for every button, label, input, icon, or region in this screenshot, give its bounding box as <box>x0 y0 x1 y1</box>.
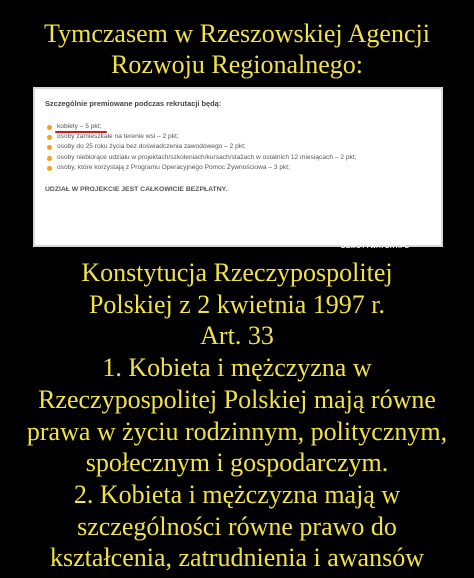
caption-line: 2. Kobieta i mężczyzna mają w <box>73 479 401 509</box>
top-title <box>0 18 474 80</box>
list-item <box>45 122 433 132</box>
caption-line: 1. Kobieta i mężczyzna w <box>102 353 372 383</box>
list-item <box>45 163 433 173</box>
list-item-text: kobiety – 5 pkt; <box>57 123 102 130</box>
screenshot-document <box>45 95 433 193</box>
caption <box>0 257 474 574</box>
caption-line: Polskiej z 2 kwietnia 1997 r. <box>88 289 386 319</box>
screenshot-heading: Szczególnie premiowane podczas rekrutacji będą: <box>45 99 222 108</box>
caption-line: Art. 33 <box>200 321 274 351</box>
list-item-text: osoby zamieszkałe na terenie wsi – 2 pkt; <box>57 133 179 141</box>
bullet-icon <box>47 135 52 140</box>
list-item <box>45 142 433 152</box>
embedded-screenshot <box>33 87 443 247</box>
caption-line: szczególności równe prawo do <box>77 511 397 541</box>
caption-line: kształcenia, zatrudnienia i awansów <box>50 543 424 573</box>
bullet-icon <box>47 125 52 130</box>
caption-line: Rzeczypospolitej Polskiej mają równe <box>38 384 436 414</box>
list-item-text: osoby do 25 roku życia bez doświadczenia zawodowego – 2 pkt; <box>57 143 246 151</box>
list-item-text: osoby, które korzystają z Programu Operacyjnego Pomoc Żywnościowa – 3 pkt; <box>57 163 290 171</box>
bullet-icon <box>47 145 52 150</box>
top-title-line: Tymczasem w Rzeszowskiej Agencji <box>44 19 430 48</box>
top-title-line: Rozwoju Regionalnego: <box>110 50 363 79</box>
list-item-text: osoby niebiorące udziału w projektach/szkoleniach/kursach/stażach w ostatnich 12 miesiącach – 2 pkt; <box>57 153 357 161</box>
caption-line: społecznym i gospodarczym. <box>85 448 389 478</box>
points-list <box>45 122 433 173</box>
bullet-icon <box>47 156 52 161</box>
list-item <box>45 153 433 163</box>
list-item <box>45 132 433 142</box>
bullet-icon <box>47 166 52 171</box>
watermark: DEMOTYWATORY.PL <box>341 243 409 250</box>
screenshot-footer: UDZIAŁ W PROJEKCIE JEST CAŁKOWICIE BEZPŁATNY. <box>45 186 228 194</box>
caption-line: prawa w życiu rodzinnym, politycznym, <box>26 416 448 446</box>
caption-line: Konstytucja Rzeczypospolitej <box>81 258 393 287</box>
